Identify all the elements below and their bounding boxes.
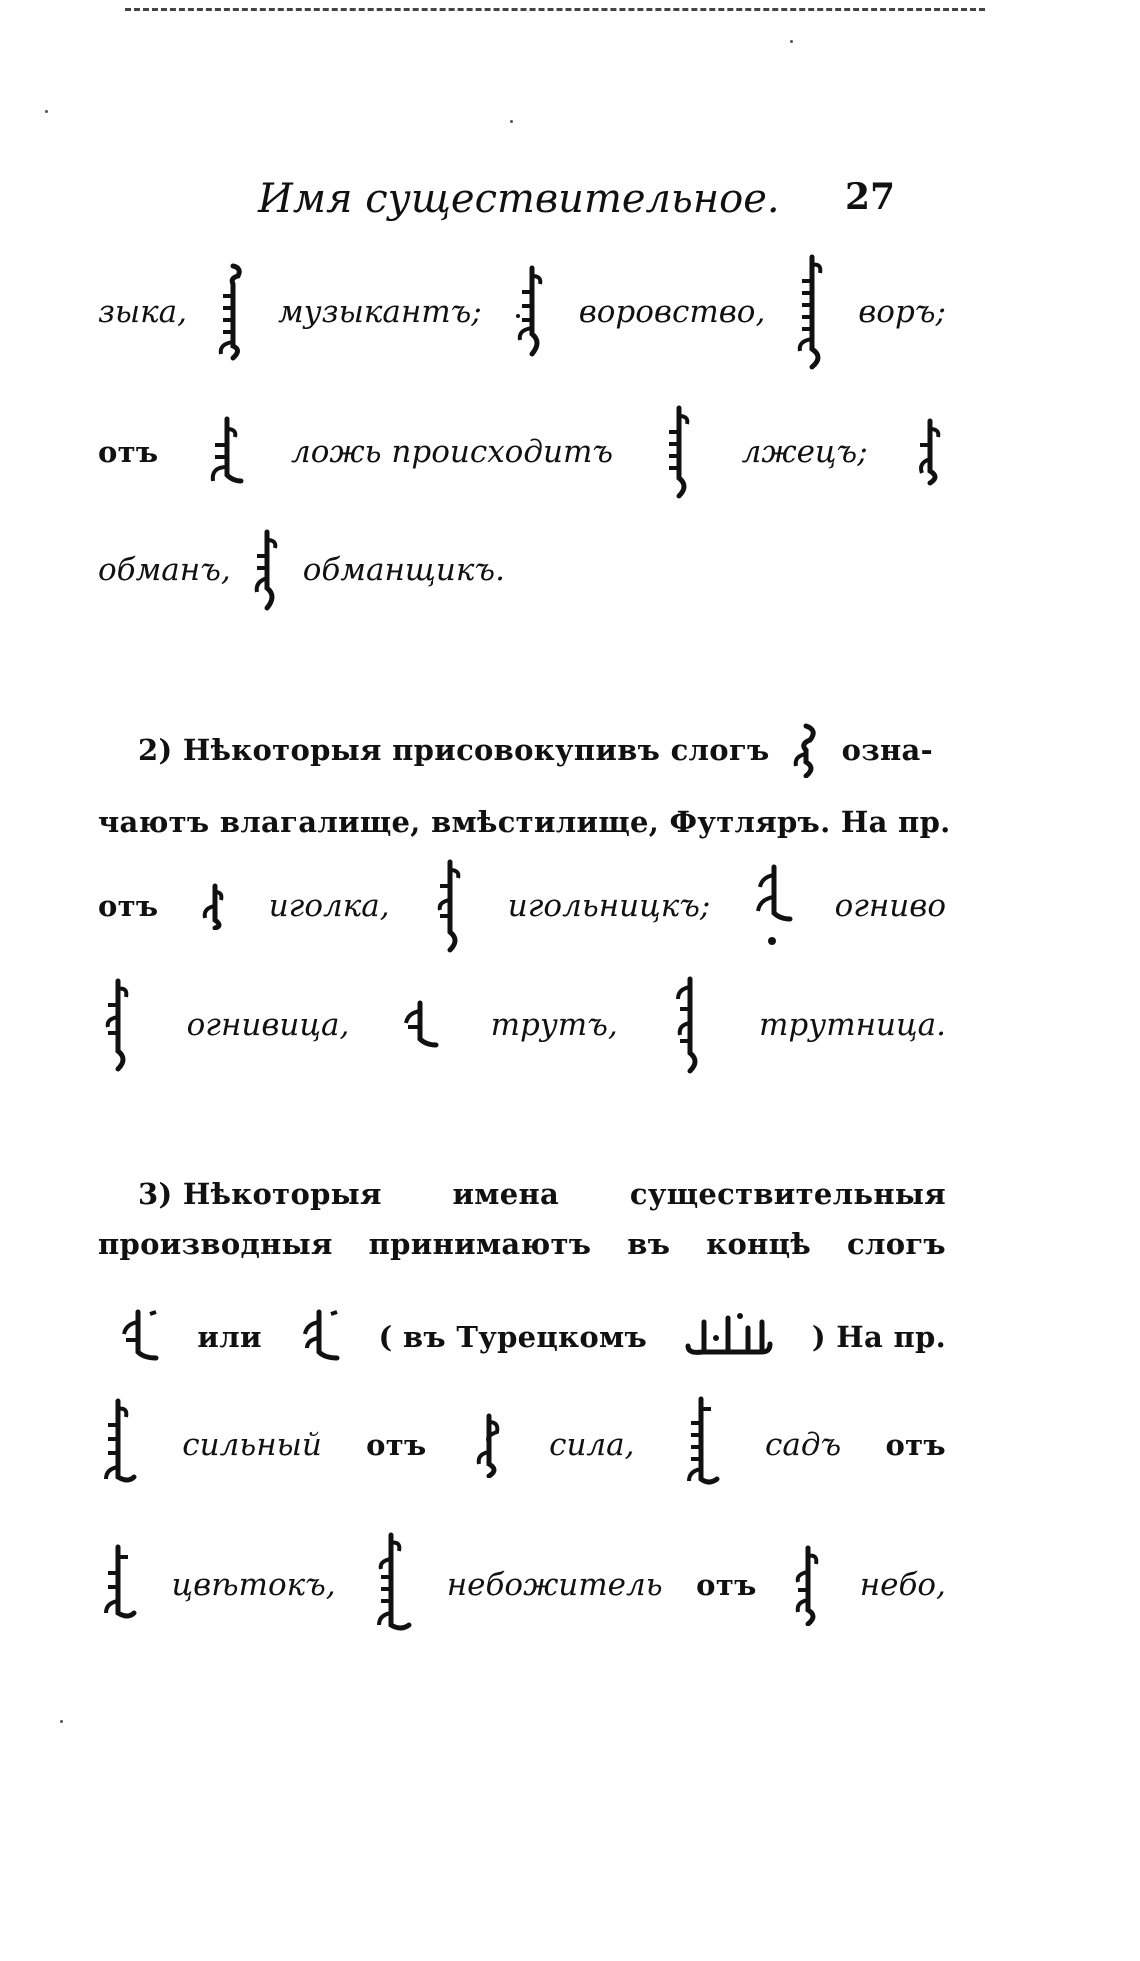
word: лжецъ; (741, 434, 868, 470)
word: въ (627, 1227, 671, 1261)
text: чаютъ влагалище, вмѣстилище, Футляръ. На пр. (98, 805, 951, 839)
turkish-arabic-script-glyph (682, 1308, 776, 1366)
word: игольницкъ; (507, 888, 711, 924)
text-line-7 (98, 975, 946, 1075)
word: ложь происходитъ (291, 434, 614, 470)
word: концѣ (706, 1227, 812, 1261)
mongolian-syllable-glyph (788, 722, 824, 778)
mongolian-word-glyph (249, 528, 285, 612)
word: отъ (885, 1428, 946, 1462)
word: ) На пр. (811, 1320, 946, 1354)
mongolian-word-glyph (98, 1543, 138, 1627)
word: огниво (834, 888, 946, 924)
word: производныя (98, 1227, 333, 1261)
text-line-2 (98, 404, 946, 500)
speck (60, 1720, 63, 1723)
word: отъ (98, 435, 159, 469)
word: отъ (696, 1568, 757, 1602)
speck (45, 110, 48, 113)
mongolian-word-glyph (98, 977, 136, 1073)
mongolian-word-glyph (657, 404, 697, 500)
running-header-title: Имя существительное. (258, 176, 780, 222)
mongolian-word-glyph (203, 415, 247, 489)
word: небожитель (446, 1567, 663, 1603)
word: 2) Нѣкоторыя присовокупивъ слогъ (138, 733, 770, 767)
word: небо, (859, 1567, 946, 1603)
mongolian-word-glyph (216, 262, 250, 362)
word: трутъ, (490, 1007, 618, 1043)
word: обманщикъ. (302, 552, 505, 588)
mongolian-word-glyph (790, 1544, 826, 1626)
word: иголка, (268, 888, 390, 924)
mongolian-word-glyph (750, 863, 794, 949)
word: воровство, (578, 294, 766, 330)
mongolian-word-glyph (430, 858, 468, 954)
text-line-9 (98, 1222, 946, 1266)
mongolian-word-glyph (912, 417, 946, 487)
word: сила, (549, 1427, 635, 1463)
word: озна- (841, 733, 933, 767)
mongolian-word-glyph (471, 1412, 505, 1478)
text-line-4 (98, 720, 946, 780)
word: или (197, 1320, 262, 1354)
page-number: 27 (845, 176, 896, 218)
mongolian-word-glyph (98, 1397, 138, 1493)
word: принимаютъ (368, 1227, 592, 1261)
word: садъ (765, 1427, 842, 1463)
mongolian-word-glyph (679, 1395, 721, 1495)
mongolian-word-glyph (400, 999, 440, 1051)
word: воръ; (858, 294, 946, 330)
speck (790, 40, 793, 43)
text-line-3 (98, 525, 946, 615)
word: сильный (182, 1427, 322, 1463)
word: 3) Нѣкоторыя (138, 1177, 382, 1211)
text-line-5 (98, 800, 951, 844)
mongolian-word-glyph (369, 1531, 413, 1639)
text-line-10 (98, 1305, 946, 1369)
speck (510, 120, 513, 123)
word: трутница. (758, 1007, 946, 1043)
text-line-12 (98, 1530, 946, 1640)
word: отъ (366, 1428, 427, 1462)
word: цвѣтокъ, (171, 1567, 336, 1603)
word: слогъ (846, 1227, 946, 1261)
mongolian-word-glyph (794, 253, 830, 371)
word: имена (452, 1177, 560, 1211)
word: отъ (98, 889, 159, 923)
word: огнивица, (186, 1007, 350, 1043)
word: существительныя (629, 1177, 946, 1211)
mongolian-word-glyph (199, 882, 229, 930)
word: музыкантъ; (277, 294, 482, 330)
word: зыка, (98, 294, 188, 330)
text-line-1 (98, 262, 946, 362)
text-line-6 (98, 858, 946, 954)
text-line-11 (98, 1395, 946, 1495)
text-line-8 (98, 1172, 946, 1216)
page-top-rule (125, 8, 985, 11)
mongolian-syllable-glyph (297, 1308, 343, 1366)
word: ( въ Турецкомъ (378, 1320, 648, 1354)
mongolian-word-glyph (668, 975, 708, 1075)
word: обманъ, (98, 552, 231, 588)
mongolian-word-glyph (510, 262, 550, 362)
mongolian-syllable-glyph (116, 1308, 162, 1366)
